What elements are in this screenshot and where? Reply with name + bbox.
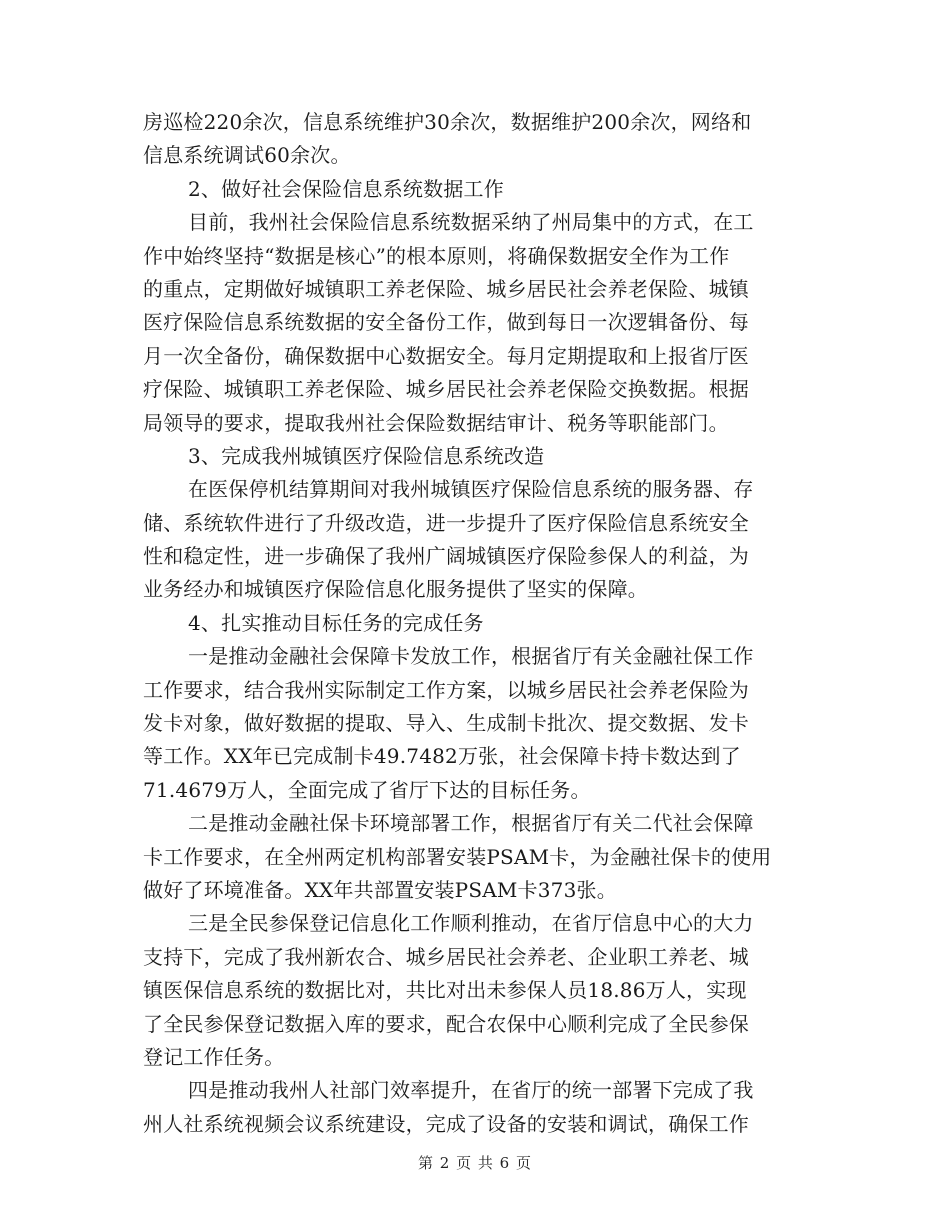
body-line: 在医保停机结算期间对我州城镇医疗保险信息系统的服务器、存 bbox=[188, 477, 754, 502]
body-line: 支持下，完成了我州新农合、城乡居民社会养老、企业职工养老、城 bbox=[143, 944, 749, 969]
section-heading: 4、扎实推动目标任务的完成任务 bbox=[188, 610, 484, 635]
section-heading: 3、完成我州城镇医疗保险信息系统改造 bbox=[188, 443, 545, 468]
body-line: 医疗保险信息系统数据的安全备份工作，做到每日一次逻辑备份、每 bbox=[143, 310, 749, 335]
body-line: 做好了环境准备。XX年共部置安装PSAM卡373张。 bbox=[143, 877, 617, 902]
section-heading: 2、做好社会保险信息系统数据工作 bbox=[188, 176, 504, 201]
body-line: 的重点，定期做好城镇职工养老保险、城乡居民社会养老保险、城镇 bbox=[143, 276, 749, 301]
body-line: 一是推动金融社会保障卡发放工作，根据省厅有关金融社保工作 bbox=[188, 644, 754, 669]
body-line: 疗保险、城镇职工养老保险、城乡居民社会养老保险交换数据。根据 bbox=[143, 377, 749, 402]
body-line: 目前，我州社会保险信息系统数据采纳了州局集中的方式，在工 bbox=[188, 210, 754, 235]
document-body bbox=[143, 106, 807, 1141]
body-line: 月一次全备份，确保数据中心数据安全。每月定期提取和上报省厅医 bbox=[143, 343, 749, 368]
body-line: 71.4679万人，全面完成了省厅下达的目标任务。 bbox=[143, 777, 591, 802]
body-line: 镇医保信息系统的数据比对，共比对出未参保人员18.86万人，实现 bbox=[143, 978, 747, 1003]
body-line: 作中始终坚持“数据是核心”的根本原则，将确保数据安全作为工作 bbox=[143, 243, 730, 268]
body-line: 发卡对象，做好数据的提取、导入、生成制卡批次、提交数据、发卡 bbox=[143, 711, 749, 736]
page-number-footer: 第 2 页 共 6 页 bbox=[418, 1154, 532, 1172]
body-line: 三是全民参保登记信息化工作顺利推动，在省厅信息中心的大力 bbox=[188, 911, 754, 936]
body-line: 卡工作要求，在全州两定机构部署安装PSAM卡，为金融社保卡的使用 bbox=[143, 844, 772, 869]
body-line: 二是推动金融社保卡环境部署工作，根据省厅有关二代社会保障 bbox=[188, 811, 754, 836]
body-line: 工作要求，结合我州实际制定工作方案，以城乡居民社会养老保险为 bbox=[143, 677, 749, 702]
body-line: 州人社系统视频会议系统建设，完成了设备的安装和调试，确保工作 bbox=[143, 1111, 749, 1136]
body-line: 四是推动我州人社部门效率提升，在省厅的统一部署下完成了我 bbox=[188, 1078, 754, 1103]
body-line: 局领导的要求，提取我州社会保险数据结审计、税务等职能部门。 bbox=[143, 410, 729, 435]
body-line: 业务经办和城镇医疗保险信息化服务提供了坚实的保障。 bbox=[143, 577, 648, 602]
body-line: 等工作。XX年已完成制卡49.7482万张，社会保障卡持卡数达到了 bbox=[143, 744, 741, 769]
body-line: 信息系统调试60余次。 bbox=[143, 143, 351, 168]
body-line: 性和稳定性，进一步确保了我州广阔城镇医疗保险参保人的利益，为 bbox=[143, 544, 749, 569]
body-line: 储、系统软件进行了升级改造，进一步提升了医疗保险信息系统安全 bbox=[143, 510, 749, 535]
body-line: 房巡检220余次，信息系统维护30余次，数据维护200余次，网络和 bbox=[143, 110, 752, 134]
body-line: 了全民参保登记数据入库的要求，配合农保中心顺利完成了全民参保 bbox=[143, 1011, 749, 1036]
body-line: 登记工作任务。 bbox=[143, 1044, 285, 1069]
